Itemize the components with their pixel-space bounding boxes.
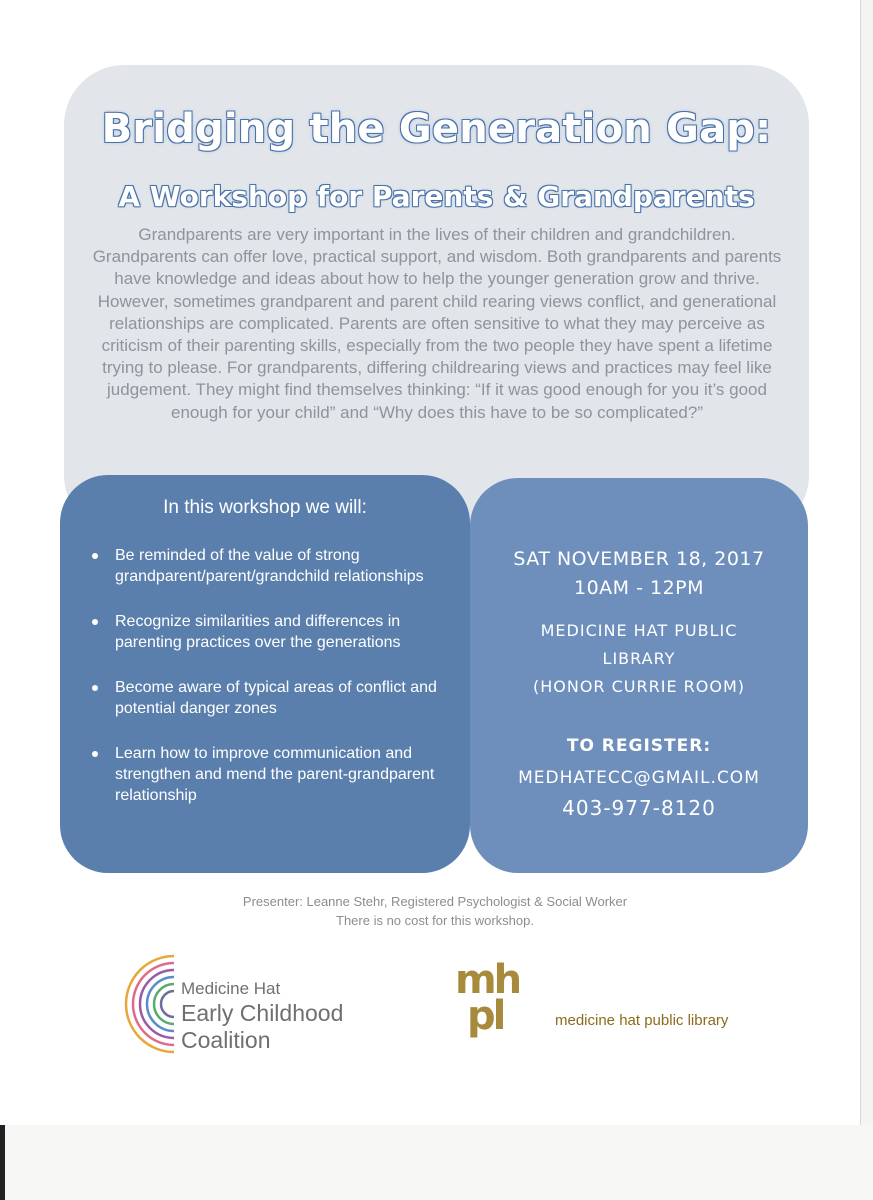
list-item: Be reminded of the value of strong grandparent/parent/grandchild relationships — [115, 545, 450, 587]
event-time: 10AM - 12PM — [573, 577, 705, 599]
presenter-info — [150, 892, 720, 930]
register-label: TO REGISTER: — [566, 736, 712, 756]
presenter-line: Presenter: Leanne Stehr, Registered Psychologist & Social Worker — [242, 894, 628, 909]
cost-note: There is no cost for this workshop. — [336, 913, 534, 928]
library-logo — [455, 957, 785, 1062]
arc-mark — [161, 991, 174, 1017]
register-phone: 403-977-8120 — [562, 796, 716, 820]
library-monogram — [455, 957, 550, 1039]
event-details-card — [470, 478, 808, 873]
arc-mark — [154, 984, 174, 1024]
arc-mark — [140, 970, 174, 1038]
rainbow-arcs-icon — [122, 950, 182, 1060]
workshop-goals-list — [60, 545, 470, 806]
event-venue-line: LIBRARY — [602, 649, 676, 668]
flyer-title: Bridging the Generation Gap: — [101, 106, 772, 152]
coalition-name-line: Coalition — [181, 1027, 271, 1053]
coalition-name-line: Early Childhood — [181, 1000, 344, 1026]
list-item: Learn how to improve communication and strengthen and mend the parent-grandparent relationship — [115, 743, 450, 806]
intro-paragraph: Grandparents are very important in the lives of their children and grandchildren. Grandparents can offer love, practical support, and wisdom. Both grandparents and parents have knowledge and ideas about how to help the younger generation grow and thrive. However, sometimes grandparent and parent child rearing views conflict, and generational relationships are complicated. Parents are often sensitive to what they may perceive as criticism of their parenting skills, especially from the two people they have spent a lifetime trying to please. For grandparents, differing childrearing views and practices may feel like judgement. They might find themselves thinking: “If it was good enough for you it’s good enough for your child” and “Why does this have to be so complicated?” — [92, 225, 782, 422]
library-monogram-top: mh — [455, 957, 520, 1003]
coalition-name — [181, 978, 343, 1054]
flyer-subtitle: A Workshop for Parents & Grandparents — [118, 180, 755, 213]
event-venue-room: (HONOR CURRIE ROOM) — [532, 677, 745, 696]
coalition-logo — [122, 950, 382, 1060]
event-date: SAT NOVEMBER 18, 2017 — [513, 548, 765, 570]
list-item: Become aware of typical areas of conflict and potential danger zones — [115, 677, 450, 719]
workshop-goals-heading: In this workshop we will: — [163, 497, 367, 518]
workshop-goals-card — [60, 475, 470, 873]
list-item: Recognize similarities and differences in parenting practices over the generations — [115, 611, 450, 653]
library-name: medicine hat public library — [555, 1012, 729, 1029]
library-monogram-bottom: pl — [467, 993, 504, 1039]
scan-background — [5, 1125, 873, 1200]
event-venue-line: MEDICINE HAT PUBLIC — [540, 621, 738, 640]
register-email: MEDHATECC@GMAIL.COM — [518, 768, 760, 788]
coalition-name-line: Medicine Hat — [181, 979, 281, 998]
